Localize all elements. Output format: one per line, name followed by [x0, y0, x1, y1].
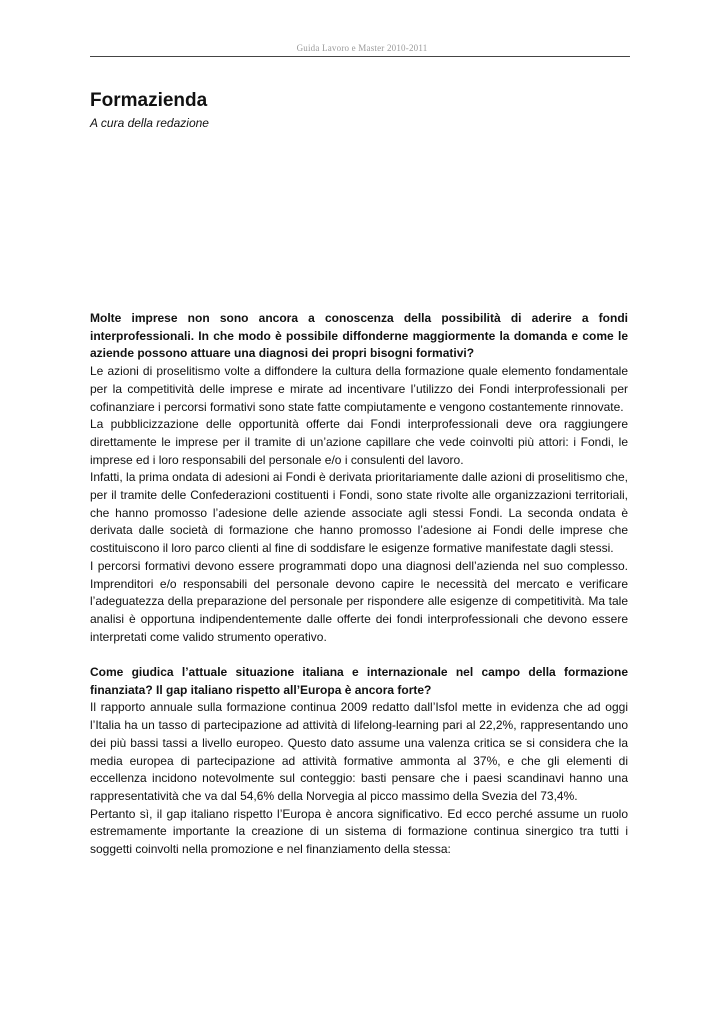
- answer-paragraph: Le azioni di proselitismo volte a diffondere la cultura della formazione quale elemento fondamentale per la competitività delle imprese e mirate ad incentivare l’utilizzo dei Fondi interprofessionali per cofinanziare i percorsi formativi sono state fatte compiutamente e vengono costantemente rinnovate.: [90, 364, 628, 414]
- interview-question: Molte imprese non sono ancora a conoscenza della possibilità di aderire a fondi interprofessionali. In che modo è possibile diffonderne maggiormente la domanda e come le aziende possono attuare una diagnosi dei propri bisogni formativi?: [90, 311, 628, 361]
- interview-section-2: [90, 664, 628, 859]
- answer-paragraph: I percorsi formativi devono essere programmati dopo una diagnosi dell’azienda nel suo complesso. Imprenditori e/o responsabili del personale devono capire le necessità del mercato e verificare l’adeguatezza della preparazione del personale per rispondere alle esigenze di competitività. Ma tale analisi è opportuna indipendentemente dalle offerte dei fondi interprofessionali che devono essere interpretati come valido strumento operativo.: [90, 558, 628, 644]
- answer-paragraph: Pertanto sì, il gap italiano rispetto l’Europa è ancora significativo. Ed ecco perché assume un ruolo estremamente importante la creazione di un sistema di formazione continua sinergico tra tutti i soggetti coinvolti nella promozione e nel finanziamento della stessa:: [90, 806, 628, 857]
- running-header: Guida Lavoro e Master 2010-2011: [296, 43, 428, 53]
- header-divider: [90, 56, 630, 57]
- article-byline: A cura della redazione: [90, 116, 209, 130]
- answer-paragraph: Il rapporto annuale sulla formazione continua 2009 redatto dall’Isfol mette in evidenza che ad oggi l’Italia ha un tasso di partecipazione ad attività di lifelong-learning pari al 22,2%, rappresentando uno dei più bassi tassi a livello europeo. Questo dato assume una valenza critica se si considera che la media europea di partecipazione ad attività formative ammonta al 37%, e che gli elementi di eccellenza incidono notevolmente sul conteggio: basti pensare che i paesi scandinavi hanno una rappresentatività che va dal 54,6% della Norvegia al picco massimo della Svezia del 73,4%.: [90, 700, 628, 803]
- interview-section-1: [90, 310, 628, 646]
- interview-question: Come giudica l’attuale situazione italiana e internazionale nel campo della formazione finanziata? Il gap italiano rispetto all’Europa è ancora forte?: [90, 665, 628, 697]
- article-title: Formazienda: [90, 90, 208, 111]
- article-body: [90, 310, 628, 859]
- answer-paragraph: La pubblicizzazione delle opportunità offerte dai Fondi interprofessionali deve ora raggiungere direttamente le imprese per il tramite di un’azione capillare che vede coinvolti più attori: i Fondi, le imprese ed i loro responsabili del personale e/o i consulenti del lavoro.: [90, 417, 628, 467]
- answer-paragraph: Infatti, la prima ondata di adesioni ai Fondi è derivata prioritariamente dalle azioni di proselitismo che, per il tramite delle Confederazioni costituenti i Fondi, sono state rivolte alle organizzazioni territoriali, che hanno promosso l’adesione delle aziende associate agli stessi Fondi. La seconda ondata è derivata dalle società di formazione che hanno promosso l’adesione ai Fondi delle imprese che costituiscono il loro parco clienti al fine di soddisfare le esigenze formative manifestate dagli stessi.: [90, 470, 628, 556]
